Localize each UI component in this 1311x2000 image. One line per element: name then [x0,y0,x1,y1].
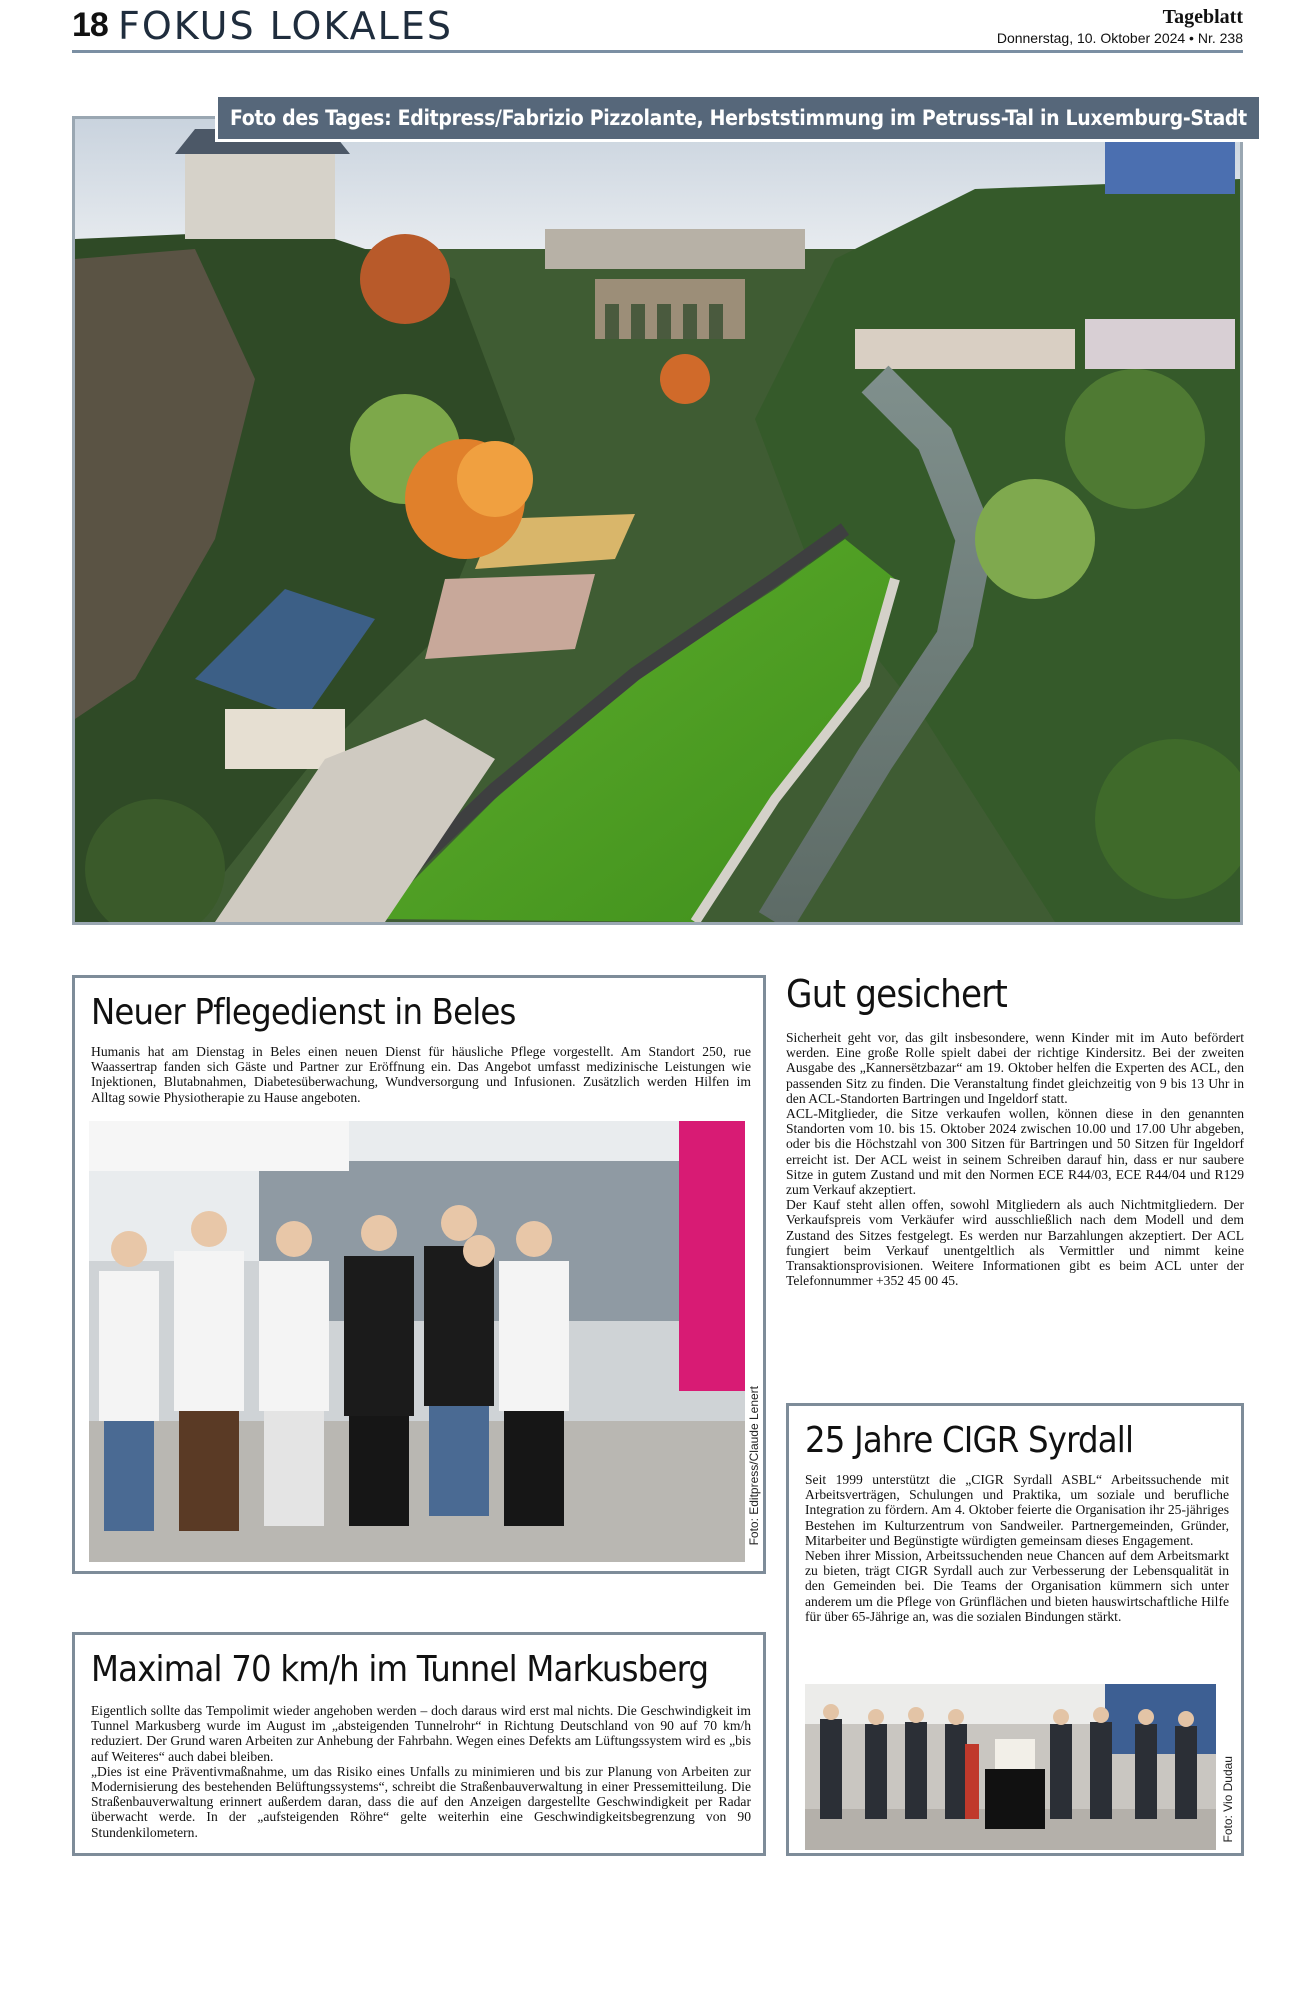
dateline: Donnerstag, 10. Oktober 2024 • Nr. 238 [996,30,1243,46]
article-cigr-syrdall [786,1403,1244,1856]
article-headline: Gut gesichert [786,972,1008,1016]
article-paragraph: Der Kauf steht allen offen, sowohl Mitgliedern als auch Nichtmitgliedern. Der Verkaufspreis vom Verkäufer wird ausschließlich nach dem Modell und dem Zustand des Sitzes festgelegt. Es werden nur Barzahlungen akzeptiert. Der ACL fungiert beim Verkauf unentgeltlich als Vermittler und nimmt keine Transaktionsprovisionen. Weitere Informationen gibt es beim ACL unter der Telefonnummer +352 45 00 45. [786,1197,1244,1289]
section-title: FOKUS LOKALES [118,4,453,48]
pflegedienst-group-photo [89,1121,745,1562]
article-pflegedienst [72,975,766,1574]
article-paragraph: Neben ihrer Mission, Arbeitssuchenden neue Chancen auf dem Arbeitsmarkt zu bieten, trägt CIGR Syrdall auch zur Verbesserung der Lebensqualität in den Gemeinden bei. Die Teams der Organisation kümmern sich unter anderem um die Pflege von Grünflächen und bieten hauswirtschaftliche Hilfe für über 65-Jährige an, was die sozialen Bindungen stärkt. [805,1548,1229,1624]
article-body [805,1472,1229,1624]
petruss-valley-illustration [75,119,1240,922]
header-rule [72,50,1243,53]
article-paragraph: Humanis hat am Dienstag in Beles einen neuen Dienst für häusliche Pflege vorgestellt. Am Standort 250, rue Waassertrap fanden sich Gäste und Partner zur Eröffnung ein. Das Angebot umfasst medizinische Leistungen wie Injektionen, Blutabnahmen, Diabetesüberwachung, Wundversorgung und Infusionen. Zusätzlich werden Hilfen im Alltag sowie Physiotherapie zu Hause angeboten. [91,1044,751,1105]
article-headline: 25 Jahre CIGR Syrdall [805,1420,1134,1461]
newspaper-brand: Tageblatt [1162,6,1243,28]
article-paragraph: ACL-Mitglieder, die Sitze verkaufen wollen, können diese in den genannten Standorten vom 10. bis 15. Oktober 2024 zwischen 10.00 und 17.00 Uhr abgeben, oder bis die Höchstzahl von 300 Sitzen für Bartringen und 50 Sitzen für Ingeldorf erreicht ist. Der ACL weist in seinem Schreiben darauf hin, dass er nur saubere Sitze in gutem Zustand und mit den Normen ECE R44/03, ECE R44/04 und R129 zum Verkauf akzeptiert. [786,1106,1244,1198]
article-paragraph: Seit 1999 unterstützt die „CIGR Syrdall ASBL“ Arbeitssuchende mit Arbeitsverträgen, Schulungen und Praktika, um soziale und berufliche Integration zu fördern. Am 4. Oktober feierte die Organisation ihr 25-jähriges Bestehen im Kulturzentrum von Sandweiler. Partnergemeinden, Gründer, Mitarbeiter und Begünstigte würdigten gemeinsam dieses Engagement. [805,1472,1229,1548]
photo-of-day [72,116,1243,925]
group-photo-illustration [89,1121,745,1562]
article-body [91,1703,751,1840]
article-body [786,1030,1244,1288]
photo-credit: Foto: Vio Dudau [1221,1756,1235,1843]
article-paragraph: „Dies ist eine Präventivmaßnahme, um das Risiko eines Unfalls zu minimieren und bis zur Planung von Arbeiten zur Modernisierung des bestehenden Belüftungssystems“, schreibt die Straßenbauverwaltung in einer Pressemitteilung. Die Straßenbauverwaltung erinnert außerdem daran, dass die auf den Anzeigen dargestellte Geschwindigkeit per Radar überwacht werde. In der „aufsteigenden Röhre“ gelte weiterhin eine Geschwindigkeitsbegrenzung von 90 Stundenkilometern. [91,1763,751,1840]
article-body [91,1044,751,1105]
photo-of-day-caption: Foto des Tages: Editpress/Fabrizio Pizzolante, Herbststimmung im Petruss-Tal in Luxemburg-Stadt [215,94,1262,142]
page-number: 18 [72,6,108,44]
article-headline: Neuer Pflegedienst in Beles [91,992,516,1033]
article-gut-gesichert [786,972,1244,1288]
cigr-group-photo [805,1684,1216,1850]
photo-credit: Foto: Editpress/Claude Lenert [747,1386,761,1546]
article-headline: Maximal 70 km/h im Tunnel Markusberg [91,1649,709,1690]
cigr-photo-illustration [805,1684,1216,1850]
article-tunnel-markusberg [72,1632,766,1856]
article-paragraph: Eigentlich sollte das Tempolimit wieder angehoben werden – doch daraus wird erst mal nichts. Die Geschwindigkeit im Tunnel Markusberg wurde im August im „absteigenden Tunnelrohr“ in Richtung Deutschland von 90 auf 70 km/h reduziert. Der Grund waren Arbeiten zur Anhebung der Fahrbahn. Wegen eines Defekts am Lüftungssystem wird es „bis auf Weiteres“ auch dabei bleiben. [91,1703,751,1764]
article-paragraph: Sicherheit geht vor, das gilt insbesondere, wenn Kinder mit im Auto befördert werden. Eine große Rolle spielt dabei der richtige Kindersitz. Bei der zweiten Ausgabe des „Kannersëtzbazar“ am 19. Oktober helfen die Experten des ACL, den passenden Sitz zu finden. Die Veranstaltung findet gleichzeitig von 9 bis 13 Uhr in den ACL-Standorten Bartringen und Ingeldorf statt. [786,1030,1244,1106]
